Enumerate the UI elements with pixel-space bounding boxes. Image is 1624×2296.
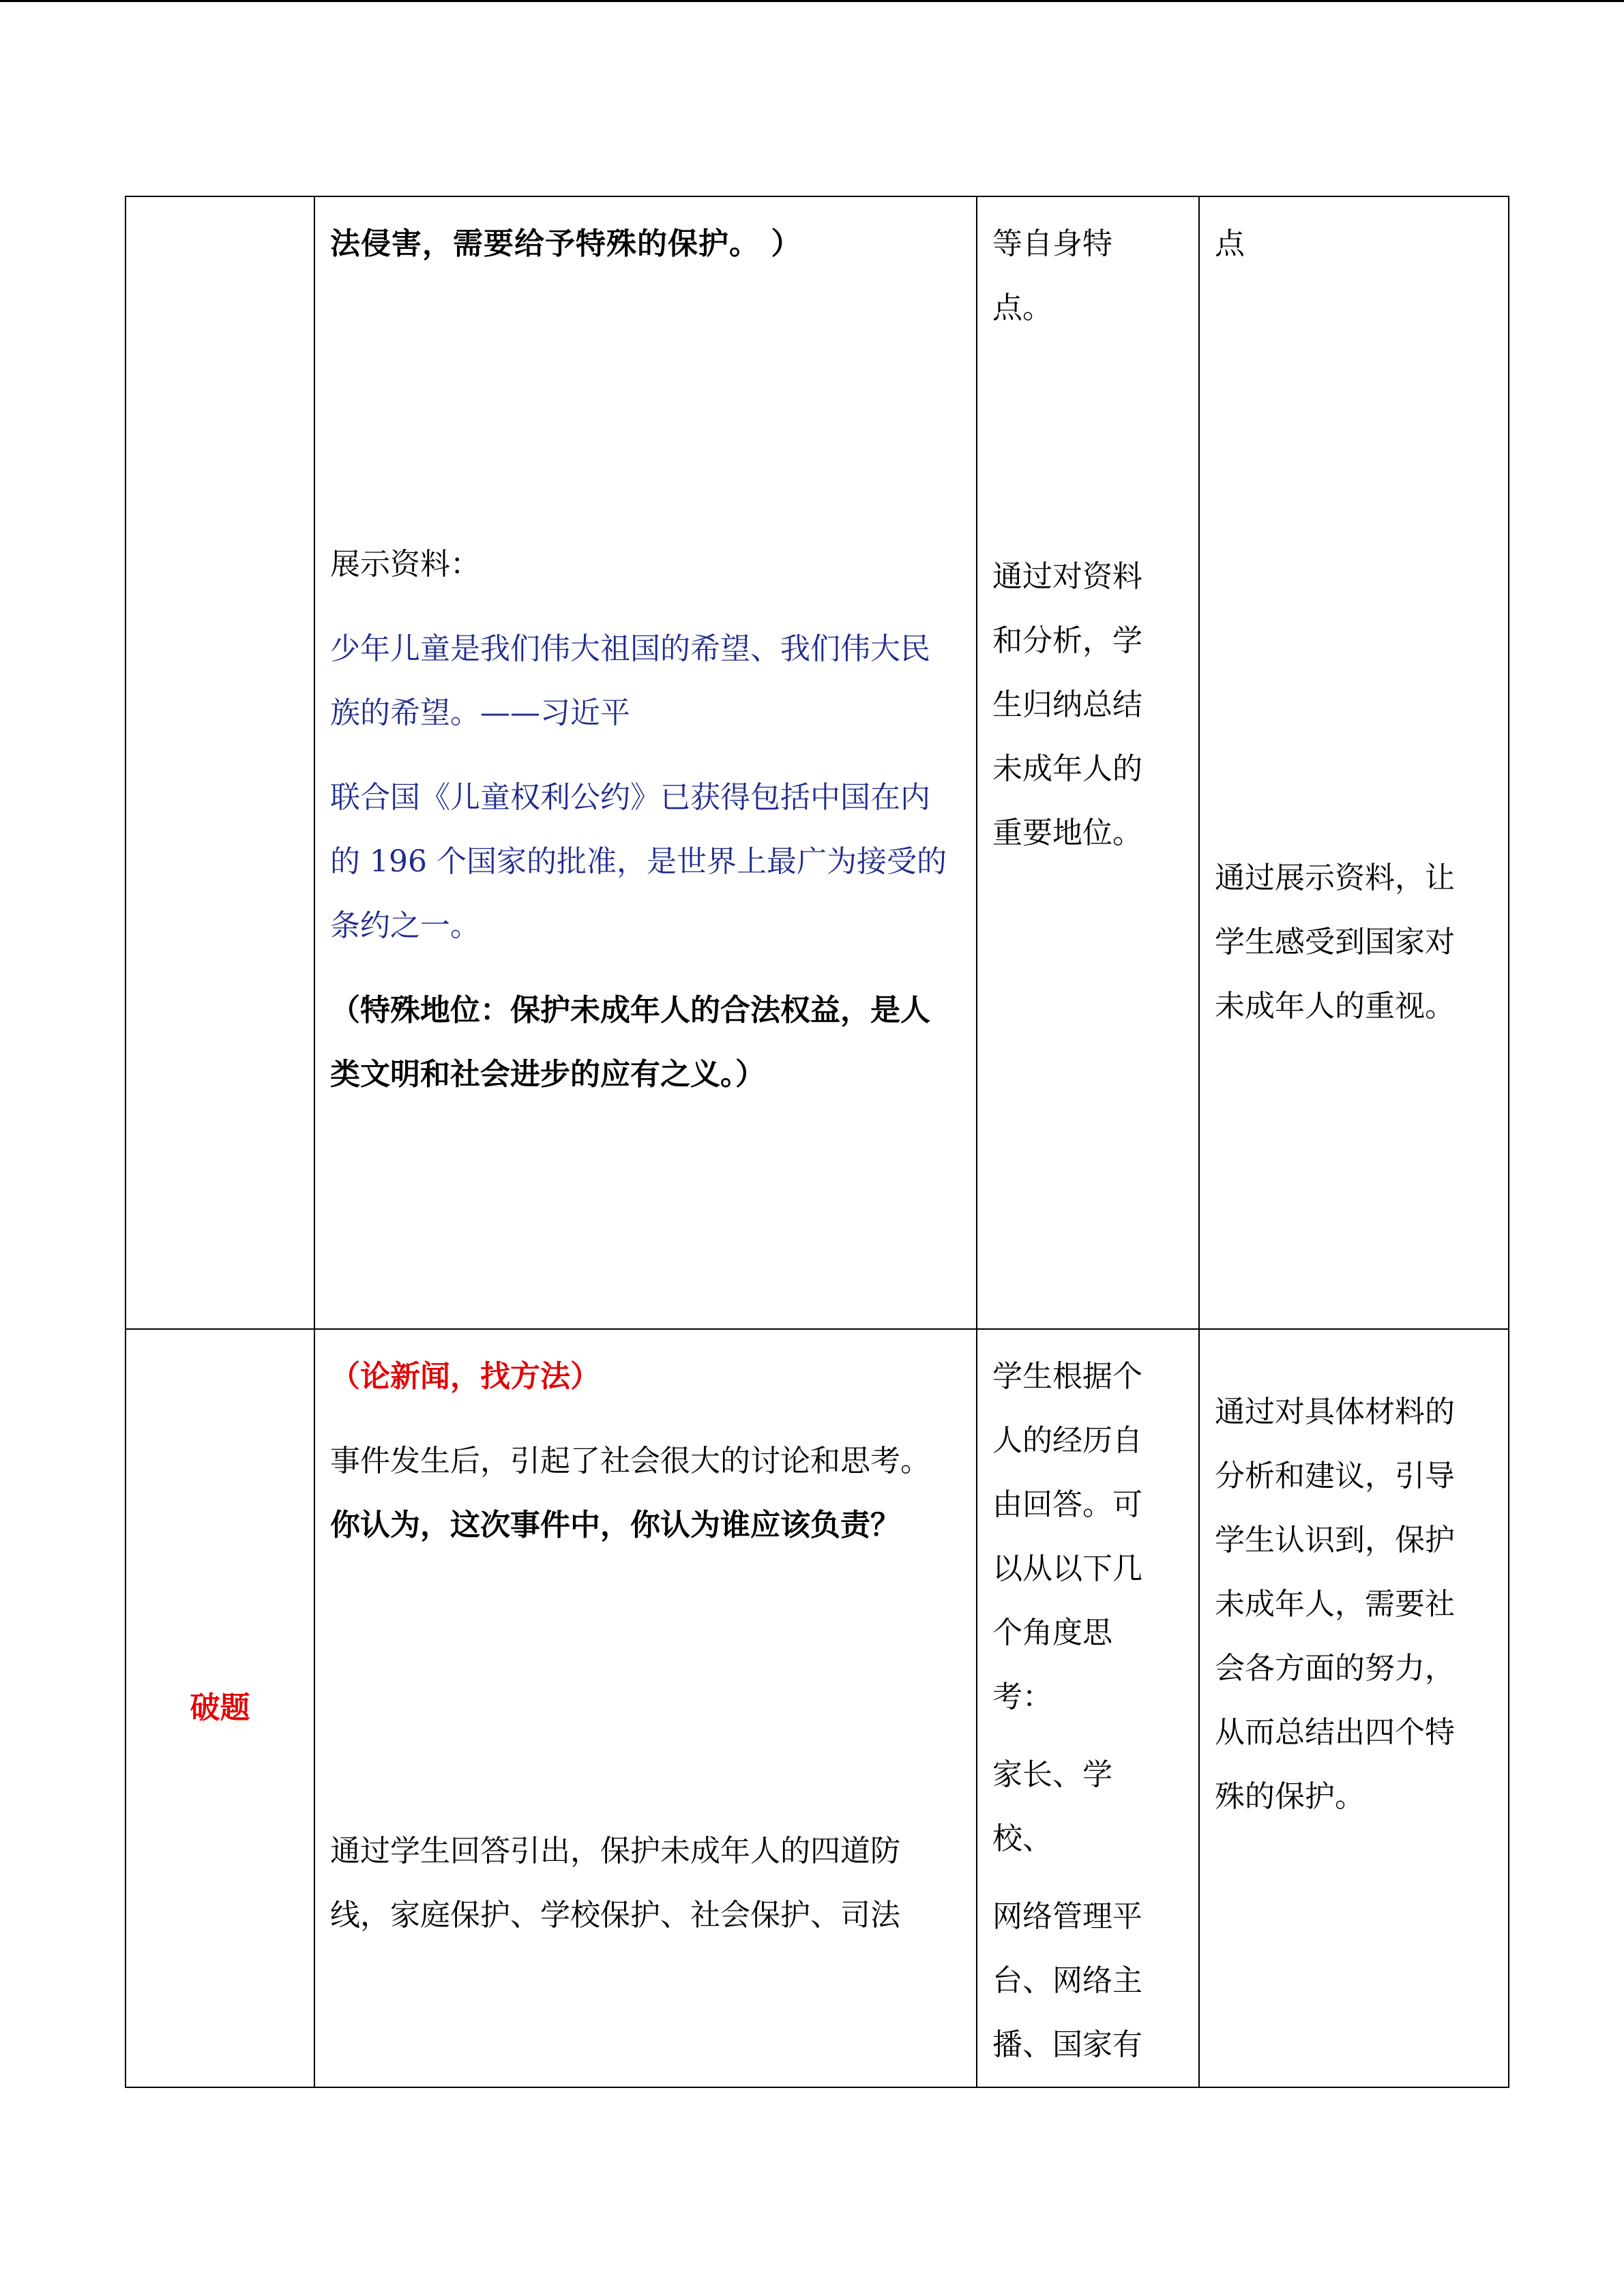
stage-cell (126, 1329, 314, 2087)
intent-text: 点 (1215, 226, 1245, 261)
spacer (1215, 276, 1494, 846)
quote-text: 少年儿童是我们伟大祖国的希望、我们伟大民族的希望。——习近平 (330, 631, 930, 730)
design-intent-cell (1199, 196, 1509, 1329)
table-row (126, 196, 1509, 1329)
table-row (126, 1329, 1509, 2087)
spacer (330, 276, 962, 533)
spacer (330, 1557, 962, 1819)
student-text: 通过对资料和分析，学生归纳总结未成年人的重要地位。 (992, 559, 1142, 850)
student-text: 家长、学校、 (992, 1757, 1112, 1856)
student-text: 等自身特点。 (992, 226, 1112, 325)
material-label: 展示资料： (330, 547, 480, 582)
stage-label: 破题 (190, 1690, 250, 1725)
activity-question: 你认为，这次事件中，你认为谁应该负责？ (330, 1508, 900, 1542)
student-activity-cell (977, 1329, 1199, 2087)
activity-text (330, 1429, 962, 1557)
intent-text: 通过对具体材料的分析和建议，引导学生认识到，保护未成年人，需要社会各方面的努力，从而总结出四个特殊的保护。 (1215, 1395, 1455, 1814)
student-text: 网络管理平台、网络主播、国家有 (992, 1899, 1142, 2062)
teacher-activity-cell (314, 1329, 977, 2087)
student-activity-cell (977, 196, 1199, 1329)
section-heading: （论新闻，找方法） (330, 1359, 600, 1394)
student-text: 学生根据个人的经历自由回答。可以从以下几个角度思考： (992, 1359, 1142, 1714)
activity-text: 通过学生回答引出，保护未成年人的四道防线，家庭保护、学校保护、社会保护、司法 (330, 1834, 900, 1933)
activity-text: 法侵害，需要给予特殊的保护。 ） (330, 226, 802, 261)
stage-cell (126, 196, 314, 1329)
teacher-activity-cell (314, 196, 977, 1329)
intent-text: 通过展示资料，让学生感受到国家对未成年人的重视。 (1215, 861, 1455, 1024)
lesson-plan-table (125, 196, 1509, 2088)
activity-text-plain: 事件发生后，引起了社会很大的讨论和思考。 (330, 1444, 930, 1478)
spacer (992, 340, 1185, 545)
page-top-border (0, 0, 1624, 2)
conclusion-text: （特殊地位：保护未成年人的合法权益，是人类文明和社会进步的应有之义。） (330, 993, 930, 1092)
design-intent-cell (1199, 1329, 1509, 2087)
quote-text: 联合国《儿童权利公约》已获得包括中国在内的 196 个国家的批准，是世界上最广为接受的条约之一。 (330, 780, 947, 943)
